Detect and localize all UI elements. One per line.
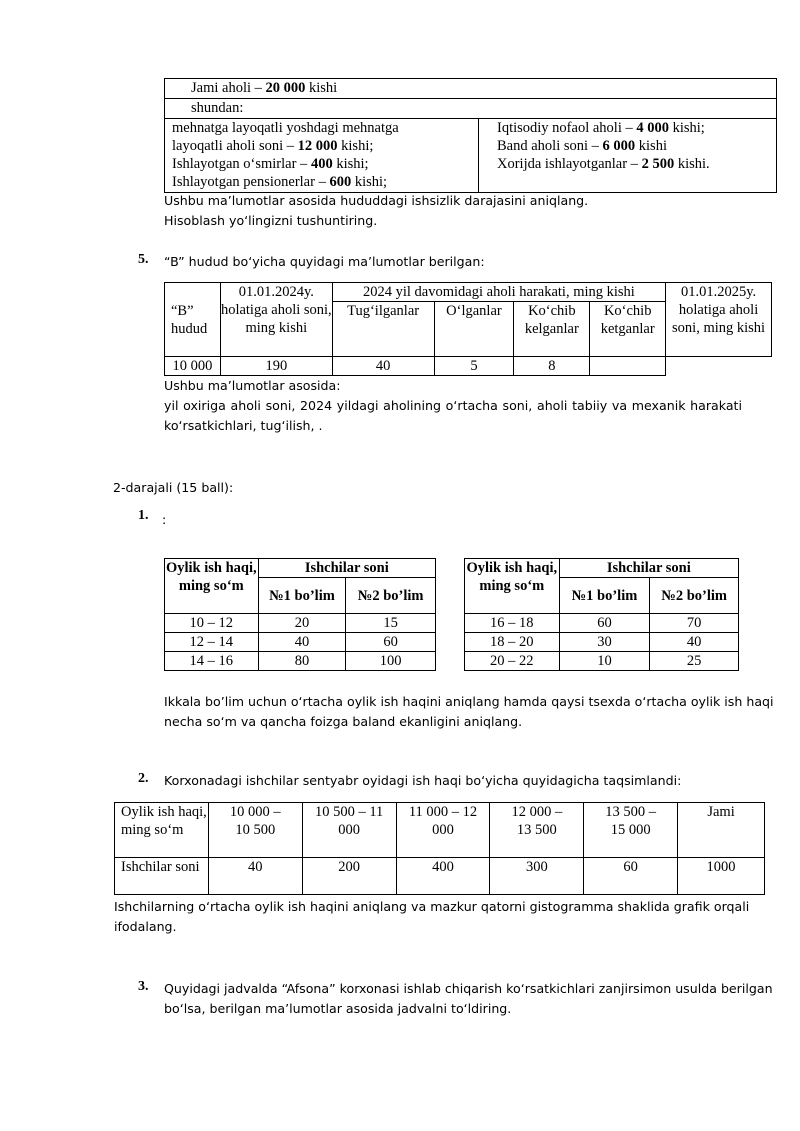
question-text-1: : <box>162 512 167 527</box>
range-header: 11 000 – 12 000 <box>396 803 490 858</box>
table-cell: 16 – 18 <box>465 614 560 633</box>
task-text-2b-line1: yil oxiriga aholi soni, 2024 yildagi aholining o‘rtacha soni, aholi tabiiy va mexanik harakati <box>164 398 742 413</box>
table-cell: 25 <box>650 652 739 671</box>
range-header: 10 000 – 10 500 <box>208 803 302 858</box>
wage-table-right <box>464 558 739 671</box>
question-number-3: 3. <box>138 979 149 994</box>
table-cell: 5 <box>434 357 514 376</box>
table-cell: 190 <box>220 357 332 376</box>
range-header: 12 000 – 13 500 <box>490 803 584 858</box>
movement-header: 2024 yil davomidagi aholi harakati, ming kishi <box>332 283 665 302</box>
question-text-3-line2: bo‘lsa, berilgan ma’lumotlar asosida jadvalni to‘ldiring. <box>164 1001 512 1016</box>
table-cell: 10 <box>559 652 650 671</box>
workers-header: Ishchilar soni <box>559 559 738 578</box>
table-cell: 60 <box>346 633 436 652</box>
table-cell: 10 – 12 <box>165 614 259 633</box>
table-cell: 40 <box>650 633 739 652</box>
wage-header: Oylik ish haqi, ming so‘m <box>165 559 259 614</box>
shundan-row: shundan: <box>164 99 777 119</box>
table-cell: 15 <box>346 614 436 633</box>
table-cell: 300 <box>490 858 584 895</box>
table-cell: 40 <box>258 633 346 652</box>
table-cell: 18 – 20 <box>465 633 560 652</box>
range-header: 13 500 – 15 000 <box>584 803 678 858</box>
table-cell: 14 – 16 <box>165 652 259 671</box>
table-cell: 70 <box>650 614 739 633</box>
level-heading: 2-darajali (15 ball): <box>113 480 234 495</box>
arrivals-header: Ko‘chib kelganlar <box>514 302 590 357</box>
table-cell: 80 <box>258 652 346 671</box>
range-header: 10 500 – 11 000 <box>302 803 396 858</box>
question-number-2: 2. <box>138 771 149 786</box>
dept1-header: №1 bo’lim <box>559 578 650 614</box>
deaths-header: O‘lganlar <box>434 302 514 357</box>
wage-table-left <box>164 558 436 671</box>
table-cell: 100 <box>346 652 436 671</box>
region-label: “B” hudud <box>165 283 221 357</box>
table-cell <box>590 357 666 376</box>
start-population-header: 01.01.2024y. holatiga aholi soni, ming kishi <box>220 283 332 357</box>
table-cell: 20 – 22 <box>465 652 560 671</box>
table-cell: 20 <box>258 614 346 633</box>
question-text-3-line1: Quyidagi jadvalda “Afsona” korxonasi ishlab chiqarish ko‘rsatkichlari zanjirsimon usulda berilgan <box>164 981 773 996</box>
question-number-5: 5. <box>138 252 149 267</box>
table-cell: 12 – 14 <box>165 633 259 652</box>
table-cell: 60 <box>584 858 678 895</box>
table-cell: 200 <box>302 858 396 895</box>
wage-header: Oylik ish haqi, ming so‘m <box>115 803 209 858</box>
task-text-4-line2: ifodalang. <box>114 919 177 934</box>
right-cell: Iqtisodiy nofaol aholi – 4 000 kishi; Band aholi soni – 6 000 kishi Xorijda ishlayotganlar – 2 500 kishi. <box>497 120 710 172</box>
workers-header: Ishchilar soni <box>258 559 435 578</box>
births-header: Tug‘ilganlar <box>332 302 434 357</box>
table-cell: 400 <box>396 858 490 895</box>
table-cell: 40 <box>332 357 434 376</box>
end-population-header: 01.01.2025y. holatiga aholi soni, ming kishi <box>666 283 772 357</box>
dept2-header: №2 bo’lim <box>346 578 436 614</box>
table-cell: 40 <box>208 858 302 895</box>
task-text-4-line1: Ishchilarning o‘rtacha oylik ish haqini aniqlang va mazkur qatorni gistogramma shaklida grafik orqali <box>114 899 750 914</box>
region-b-table <box>164 282 772 376</box>
dept2-header: №2 bo’lim <box>650 578 739 614</box>
table-cell: 10 000 <box>165 357 221 376</box>
total-row: Jami aholi – 20 000 kishi <box>164 78 777 99</box>
total-header: Jami <box>678 803 765 858</box>
table-cell: 1000 <box>678 858 765 895</box>
task-text-2a: Ushbu ma’lumotlar asosida: <box>164 378 341 393</box>
question-number-1: 1. <box>138 508 149 523</box>
wage-header: Oylik ish haqi, ming so‘m <box>465 559 560 614</box>
task-text-3-line2: necha so‘m va qancha foizga baland ekanligini aniqlang. <box>164 714 523 729</box>
question-text-5: “B” hudud bo‘yicha quyidagi ma’lumotlar berilgan: <box>164 254 485 269</box>
task-text-1b: Hisoblash yo‘lingizni tushuntiring. <box>164 213 378 228</box>
population-table <box>164 78 777 193</box>
question-text-2: Korxonadagi ishchilar sentyabr oyidagi ish haqi bo‘yicha quyidagicha taqsimlandi: <box>164 773 682 788</box>
table-cell: 8 <box>514 357 590 376</box>
workers-label: Ishchilar soni <box>115 858 209 895</box>
table-cell: 60 <box>559 614 650 633</box>
salary-distribution-table <box>114 802 765 895</box>
left-cell: mehnatga layoqatli yoshdagi mehnatga layoqatli aholi soni – 12 000 kishi; Ishlayotgan o‘smirlar – 400 kishi; Ishlayotgan pensionerlar – 600 kishi; <box>165 119 479 192</box>
departures-header: Ko‘chib ketganlar <box>590 302 666 357</box>
table-cell: 30 <box>559 633 650 652</box>
task-text-1a: Ushbu ma’lumotlar asosida hududdagi ishsizlik darajasini aniqlang. <box>164 193 589 208</box>
dept1-header: №1 bo’lim <box>258 578 346 614</box>
task-text-3-line1: Ikkala bo’lim uchun o‘rtacha oylik ish haqini aniqlang hamda qaysi tsexda o‘rtacha oylik ish haqi <box>164 694 774 709</box>
task-text-2b-line2: ko‘rsatkichlari, tug‘ilish, . <box>164 418 323 433</box>
